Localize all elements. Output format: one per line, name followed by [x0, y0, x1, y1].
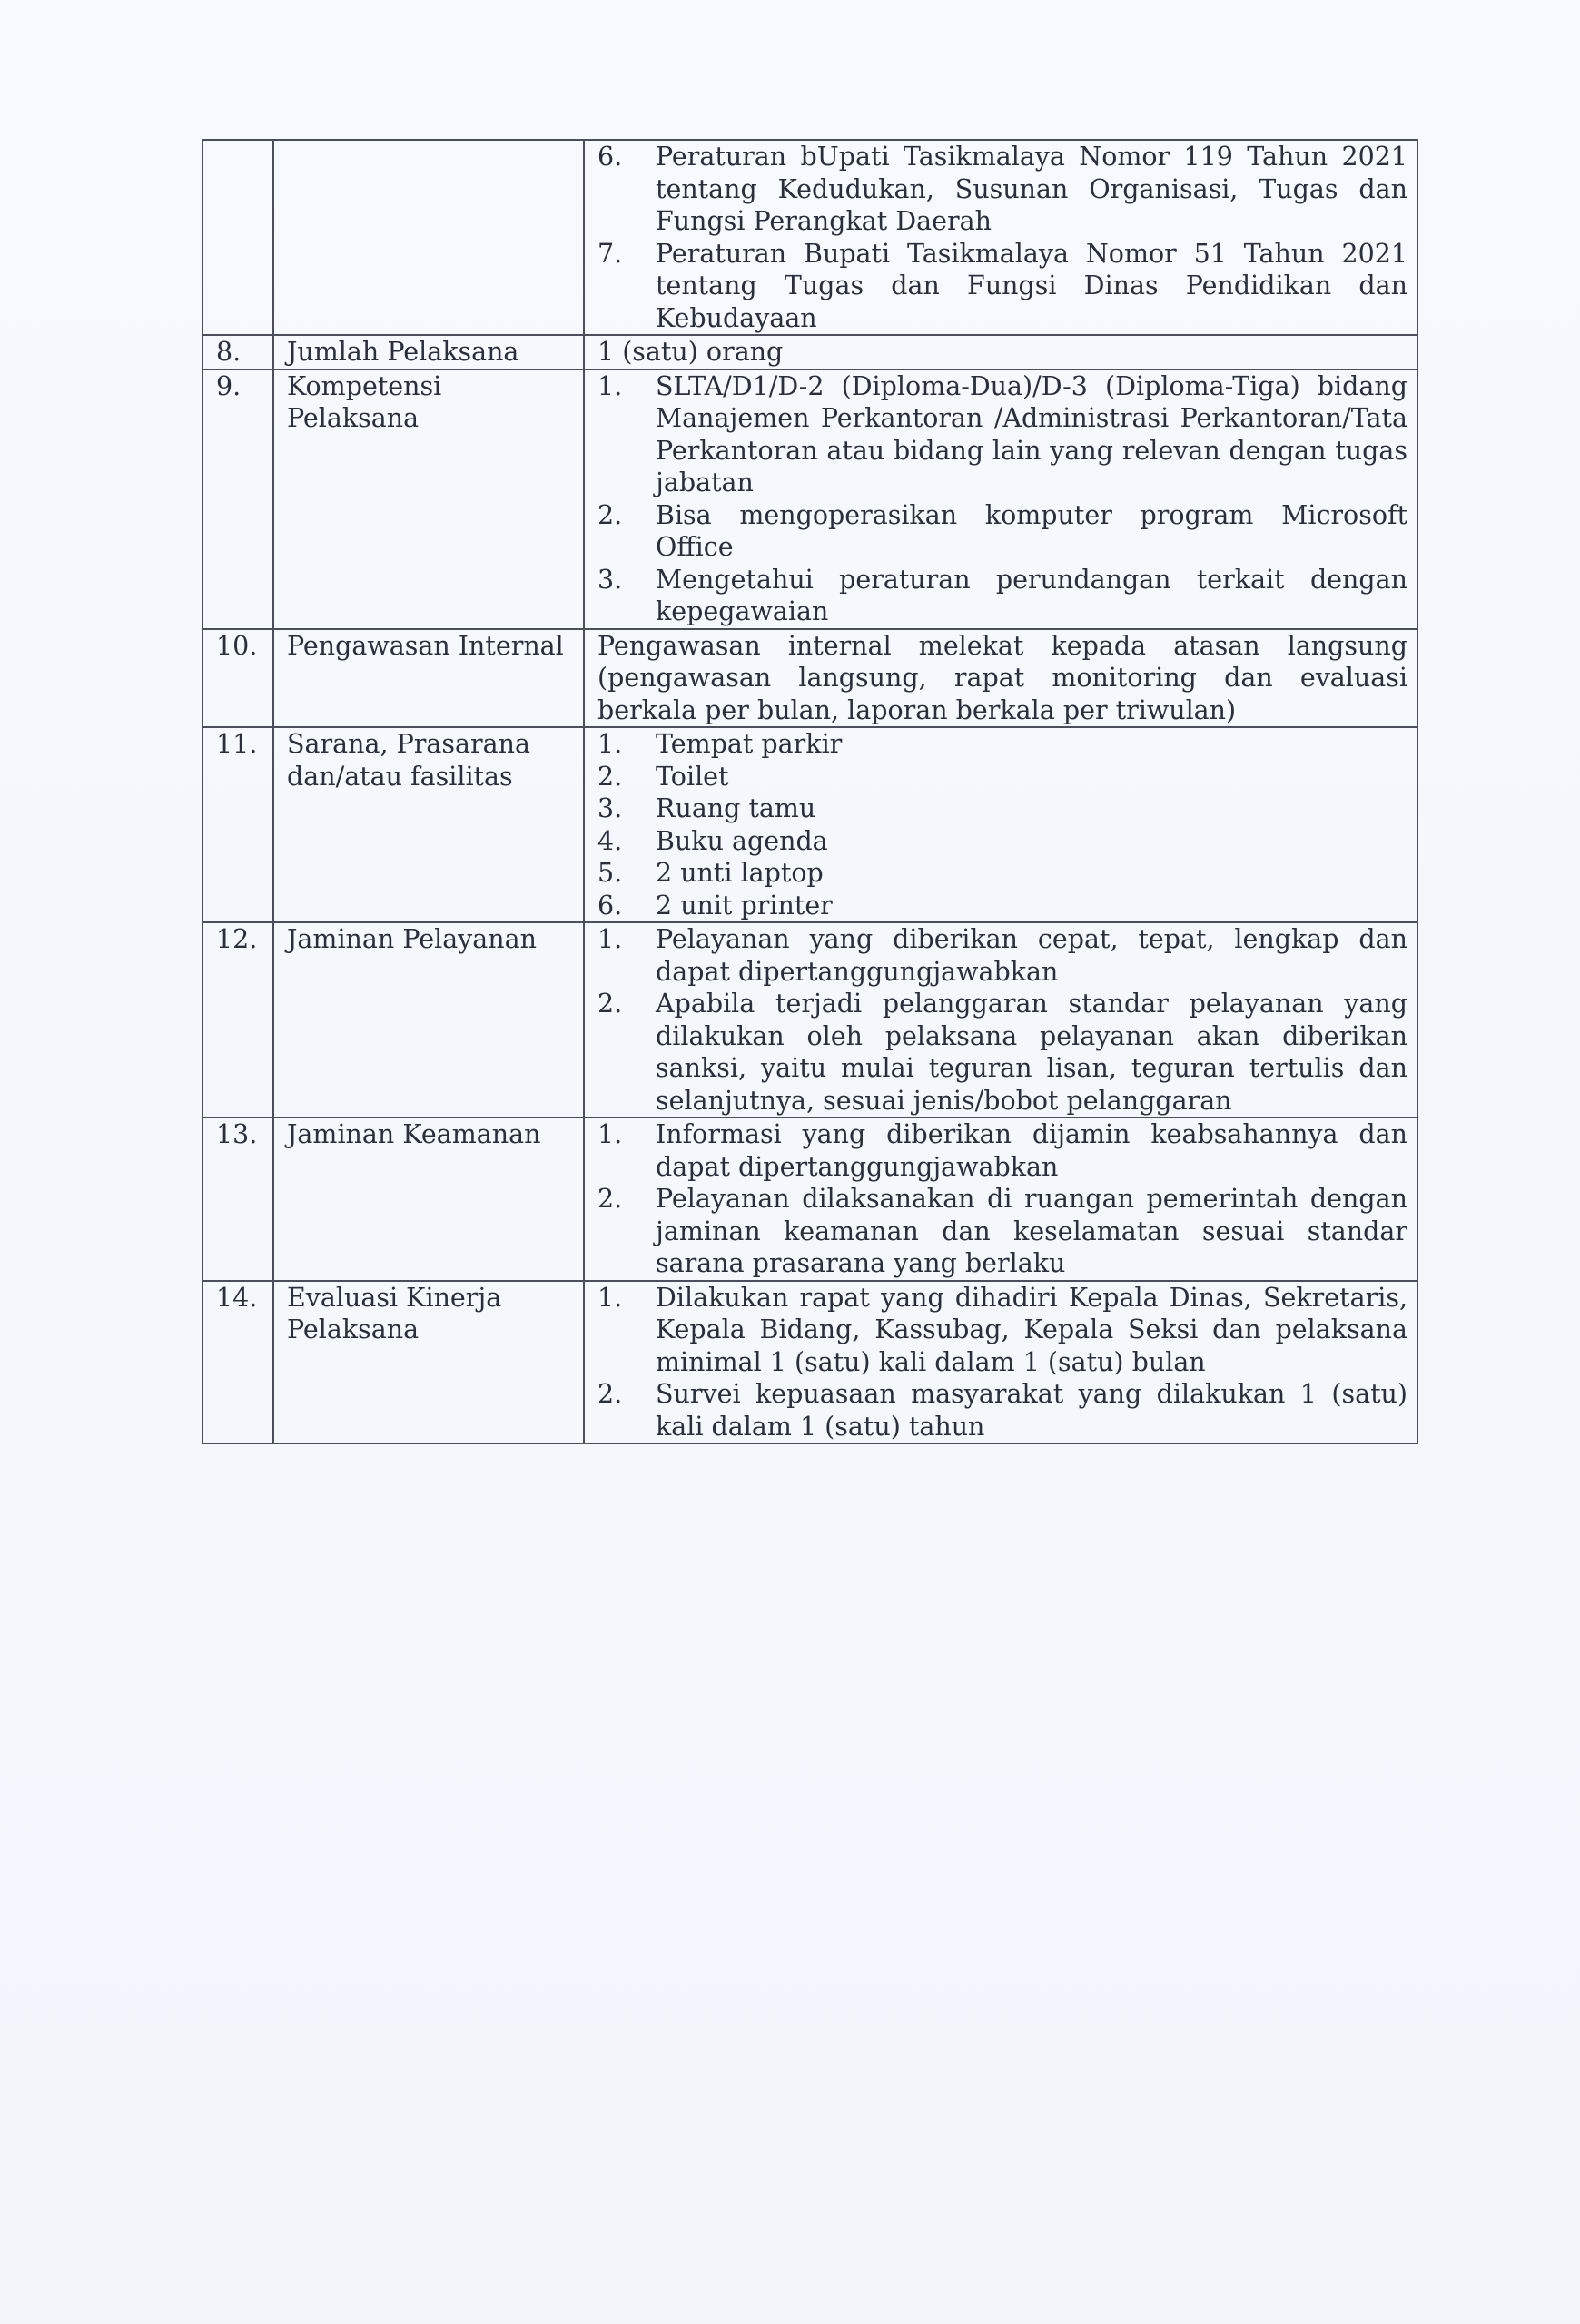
item-number: 1. [597, 729, 623, 759]
component-content [584, 727, 1417, 922]
item-number: 2. [597, 761, 623, 792]
item-number: 5. [597, 858, 623, 888]
row-number: 9. [202, 369, 273, 629]
item-number: 3. [597, 793, 623, 823]
row-number: 13. [202, 1118, 273, 1281]
item-text: Tempat parkir [656, 729, 843, 759]
component-name: Jumlah Pelaksana [273, 335, 584, 369]
component-content [584, 1281, 1417, 1444]
list-item [597, 857, 1407, 890]
item-number: 1. [597, 370, 623, 401]
item-number: 1. [597, 1282, 623, 1313]
item-text: Pelayanan yang diberikan cepat, tepat, lengkap dan dapat dipertanggungjawabkan [656, 924, 1407, 987]
list-item [597, 564, 1407, 628]
item-number: 2. [597, 1184, 623, 1214]
component-name: Sarana, Prasarana dan/atau fasilitas [273, 727, 584, 922]
list-item [597, 1118, 1407, 1183]
item-text: Dilakukan rapat yang dihadiri Kepala Dinas, Sekretaris, Kepala Bidang, Kassubag, Kepala Seksi dan pelaksana minimal 1 (satu) kali dalam 1 (satu) bulan [656, 1282, 1407, 1377]
item-text: Survei kepuasaan masyarakat yang dilakukan 1 (satu) kali dalam 1 (satu) tahun [656, 1379, 1407, 1442]
item-text: Mengetahui peraturan perundangan terkait dengan kepegawaian [656, 564, 1407, 626]
list-item [597, 825, 1407, 858]
component-content [584, 1118, 1417, 1281]
list-item [597, 923, 1407, 988]
component-content [584, 922, 1417, 1118]
item-number: 7. [597, 238, 623, 269]
item-number: 6. [597, 890, 623, 921]
item-number: 6. [597, 142, 623, 172]
list-item [597, 761, 1407, 793]
table-row [202, 727, 1417, 922]
table-row [202, 922, 1417, 1118]
item-number: 4. [597, 825, 623, 856]
service-standard-table [202, 139, 1418, 1444]
item-number: 2. [597, 499, 623, 530]
table-row [202, 369, 1417, 629]
table-row [202, 1281, 1417, 1444]
item-number: 3. [597, 564, 623, 595]
table-row [202, 140, 1417, 335]
table-row [202, 629, 1417, 728]
item-text: Apabila terjadi pelanggaran standar pelayanan yang dilakukan oleh pelaksana pelayanan akan diberikan sanksi, yaitu mulai teguran lisan, teguran tertulis dan selanjutnya, sesuai jenis/bobot pelanggaran [656, 989, 1407, 1116]
item-number: 2. [597, 989, 623, 1019]
row-number: 14. [202, 1281, 273, 1444]
list-item [597, 728, 1407, 761]
list-item [597, 890, 1407, 922]
row-number: 8. [202, 335, 273, 369]
component-content: 1 (satu) orang [584, 335, 1417, 369]
component-content [584, 140, 1417, 335]
item-text: 2 unti laptop [656, 858, 824, 888]
item-text: Ruang tamu [656, 793, 816, 823]
list-item [597, 1183, 1407, 1280]
list-item [597, 1282, 1407, 1379]
table-row [202, 335, 1417, 369]
item-text: Buku agenda [656, 825, 828, 856]
item-text: Peraturan bUpati Tasikmalaya Nomor 119 Tahun 2021 tentang Kedudukan, Susunan Organisasi, Tugas dan Fungsi Perangkat Daerah [656, 142, 1407, 236]
component-content: Pengawasan internal melekat kepada atasan langsung (pengawasan langsung, rapat monitoring dan evaluasi berkala per bulan, laporan berkala per triwulan) [584, 629, 1417, 728]
item-number: 1. [597, 924, 623, 954]
component-name: Pengawasan Internal [273, 629, 584, 728]
item-number: 2. [597, 1379, 623, 1409]
row-number: 10. [202, 629, 273, 728]
row-number: 11. [202, 727, 273, 922]
row-number [202, 140, 273, 335]
component-name: Jaminan Pelayanan [273, 922, 584, 1118]
item-text: 2 unit printer [656, 890, 833, 921]
item-text: Pelayanan dilaksanakan di ruangan pemerintah dengan jaminan keamanan dan keselamatan sesuai standar sarana prasarana yang berlaku [656, 1184, 1407, 1278]
table-row [202, 1118, 1417, 1281]
item-text: SLTA/D1/D-2 (Diploma-Dua)/D-3 (Diploma-Tiga) bidang Manajemen Perkantoran /Administrasi Perkantoran/Tata Perkantoran atau bidang lain yang relevan dengan tugas jabatan [656, 370, 1407, 497]
item-text: Informasi yang diberikan dijamin keabsahannya dan dapat dipertanggungjawabkan [656, 1119, 1407, 1182]
item-number: 1. [597, 1119, 623, 1149]
list-item [597, 1378, 1407, 1443]
component-content [584, 369, 1417, 629]
list-item [597, 370, 1407, 499]
list-item [597, 793, 1407, 825]
component-name: Jaminan Keamanan [273, 1118, 584, 1281]
component-name [273, 140, 584, 335]
component-name: Evaluasi Kinerja Pelaksana [273, 1281, 584, 1444]
component-name: Kompetensi Pelaksana [273, 369, 584, 629]
row-number: 12. [202, 922, 273, 1118]
item-text: Bisa mengoperasikan komputer program Microsoft Office [656, 499, 1407, 562]
list-item [597, 499, 1407, 564]
list-item [597, 238, 1407, 335]
list-item [597, 988, 1407, 1117]
list-item [597, 141, 1407, 238]
item-text: Toilet [656, 761, 729, 792]
item-text: Peraturan Bupati Tasikmalaya Nomor 51 Tahun 2021 tentang Tugas dan Fungsi Dinas Pendidikan dan Kebudayaan [656, 238, 1407, 333]
